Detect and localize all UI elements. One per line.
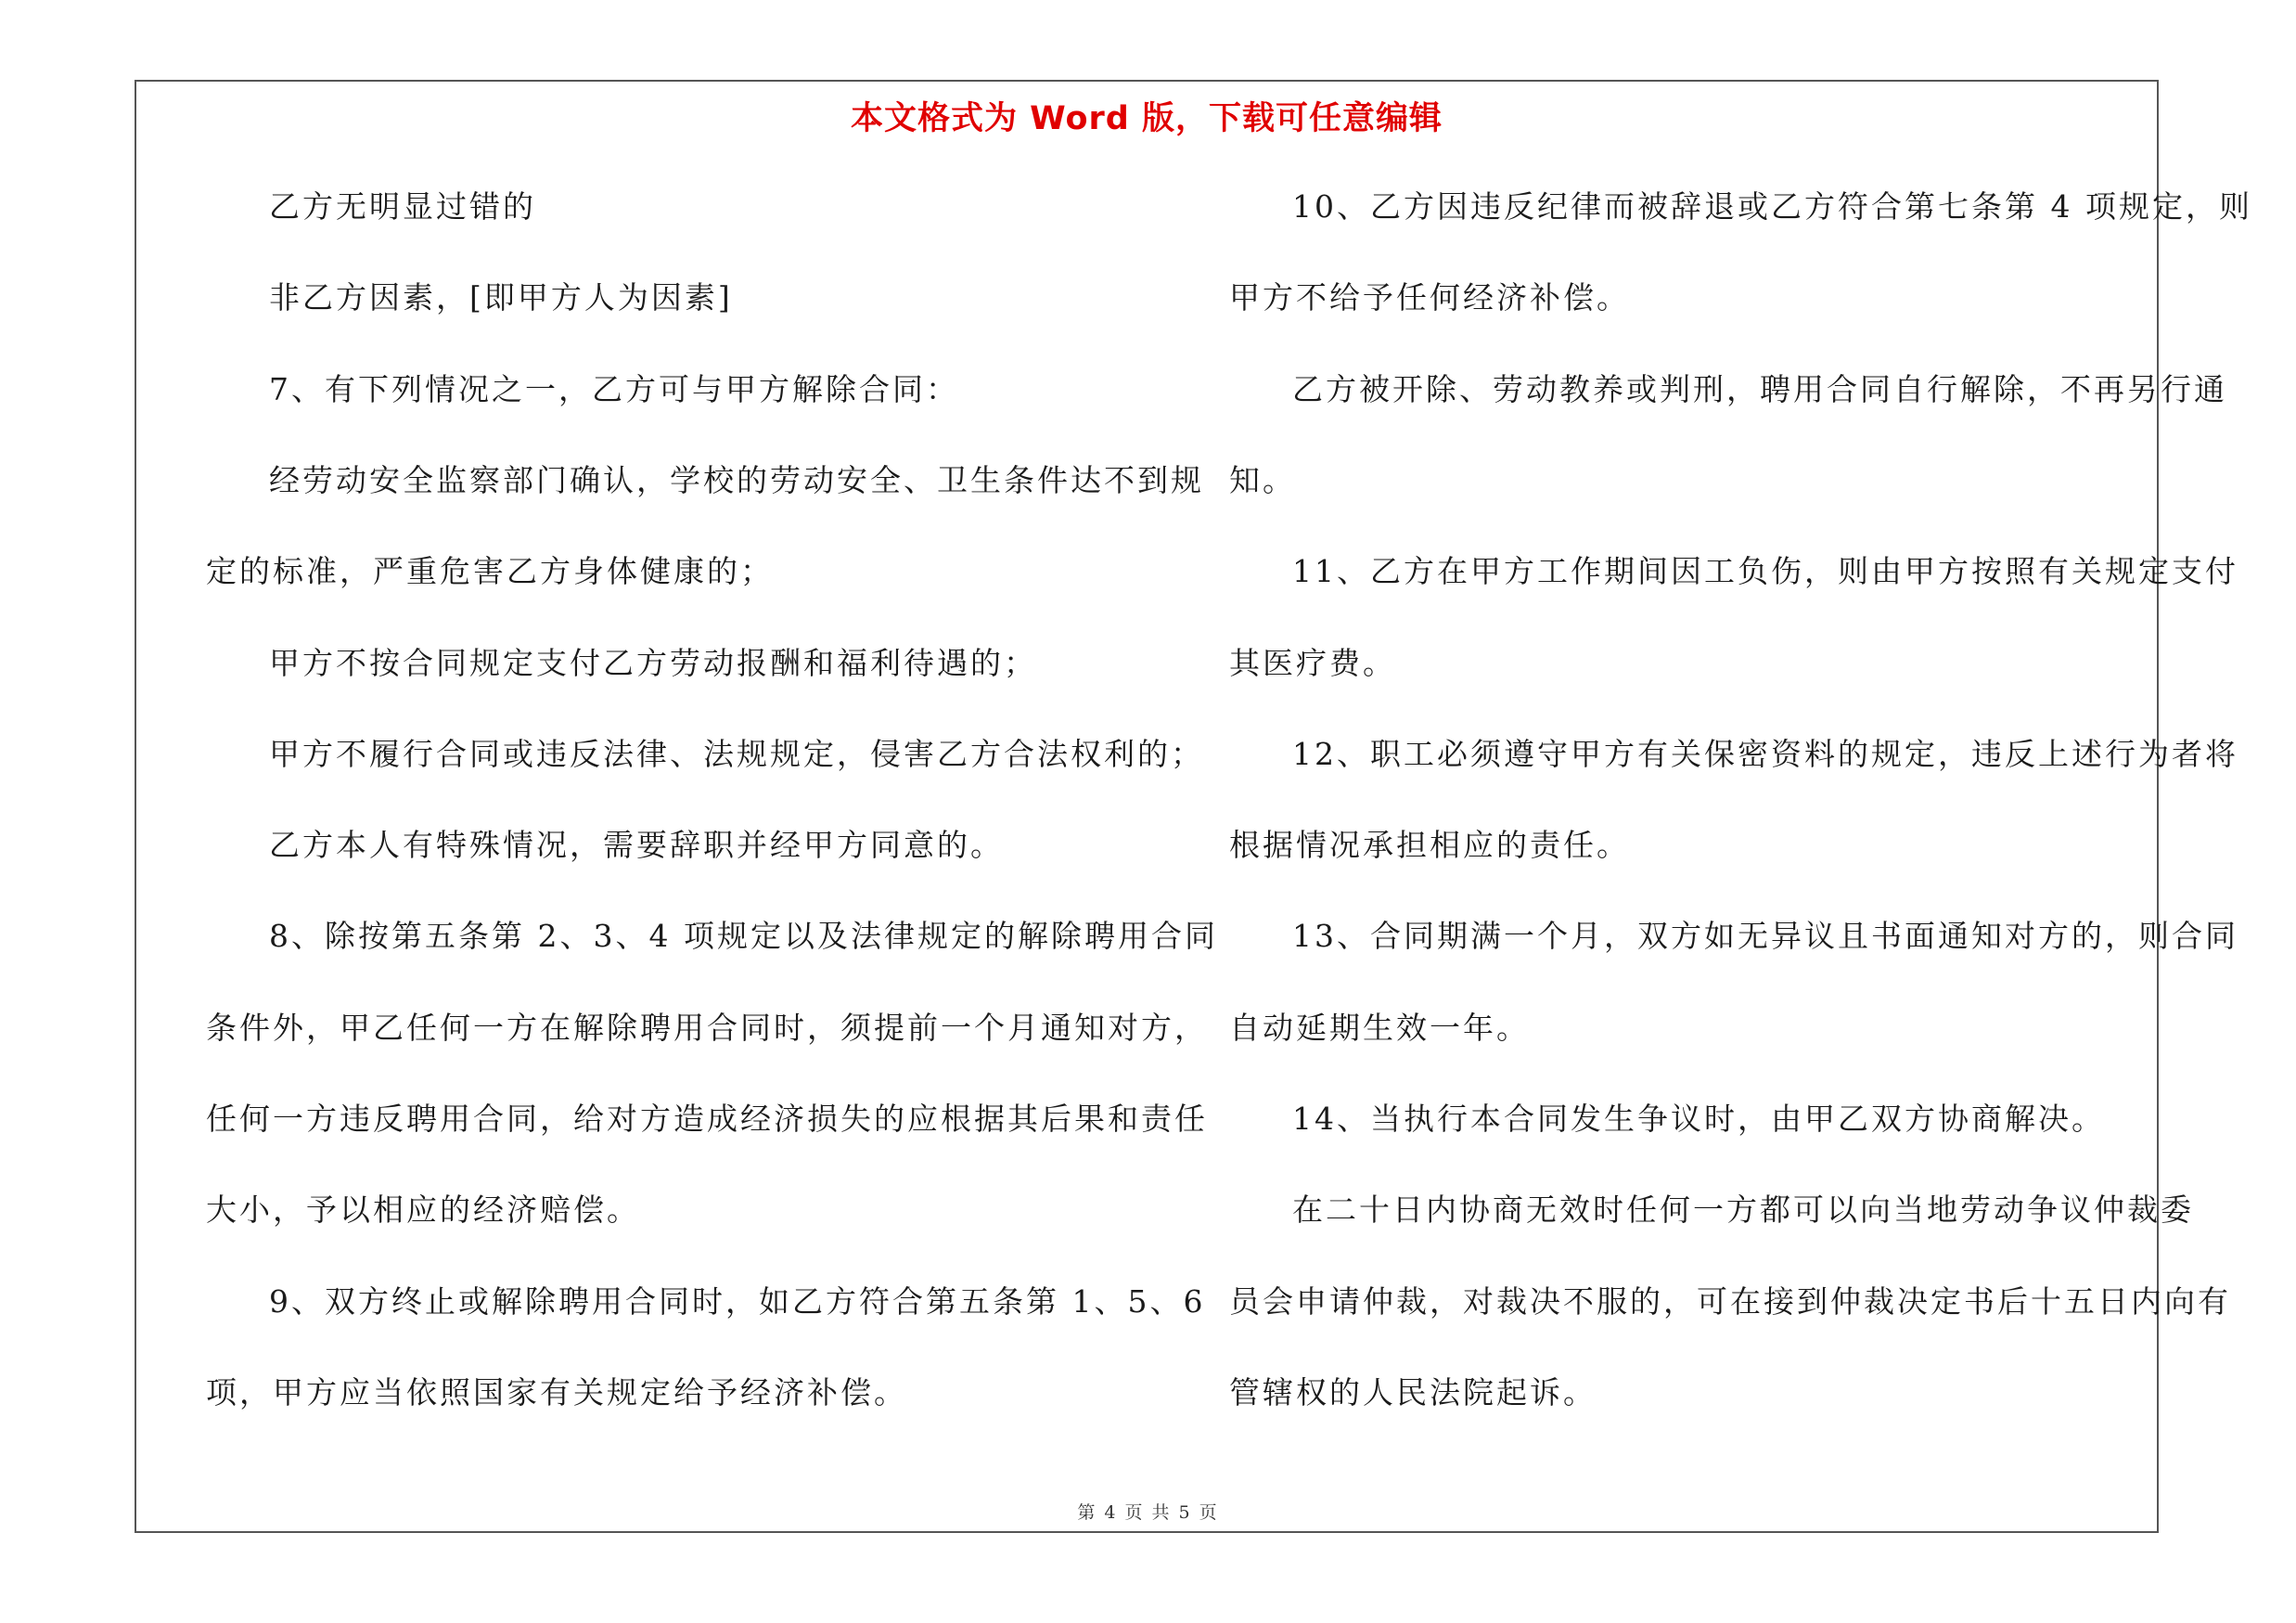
text-line: 管辖权的人民法院起诉。 [1229, 1373, 1597, 1410]
text-line: 10、乙方因违反纪律而被辞退或乙方符合第七条第 4 项规定，则 [1292, 188, 2252, 225]
text-line: 9、双方终止或解除聘用合同时，如乙方符合第五条第 1、5、6 [269, 1282, 1206, 1320]
text-line: 乙方本人有特殊情况，需要辞职并经甲方同意的。 [269, 827, 1004, 864]
text-line: 在二十日内协商无效时任何一方都可以向当地劳动争议仲裁委 [1292, 1191, 2194, 1229]
text-line: 其医疗费。 [1229, 644, 1396, 681]
text-line: 项，甲方应当依照国家有关规定给予经济补偿。 [206, 1373, 907, 1410]
text-line: 大小，予以相应的经济赔偿。 [206, 1191, 640, 1229]
page-footer: 第 4 页 共 5 页 [1077, 1502, 1219, 1523]
text-line: 条件外，甲乙任何一方在解除聘用合同时，须提前一个月通知对方， [206, 1009, 1208, 1046]
text-line: 7、有下列情况之一，乙方可与甲方解除合同： [269, 370, 959, 407]
text-line: 定的标准，严重危害乙方身体健康的； [206, 553, 774, 590]
text-line: 甲方不按合同规定支付乙方劳动报酬和福利待遇的； [269, 644, 1037, 681]
text-line: 非乙方因素，[即甲方人为因素] [269, 279, 733, 316]
text-line: 11、乙方在甲方工作期间因工负伤，则由甲方按照有关规定支付 [1292, 553, 2238, 590]
text-line: 8、除按第五条第 2、3、4 项规定以及法律规定的解除聘用合同 [269, 918, 1218, 955]
text-line: 甲方不履行合同或违反法律、法规规定，侵害乙方合法权利的； [269, 735, 1204, 772]
text-line: 14、当执行本合同发生争议时，由甲乙双方协商解决。 [1292, 1101, 2105, 1137]
text-line: 知。 [1229, 461, 1296, 498]
text-line: 乙方无明显过错的 [269, 188, 536, 225]
text-line: 乙方被开除、劳动教养或判刑，聘用合同自行解除，不再另行通 [1292, 370, 2227, 407]
text-line: 员会申请仲裁，对裁决不服的，可在接到仲裁决定书后十五日内向有 [1229, 1282, 2231, 1320]
text-line: 任何一方违反聘用合同，给对方造成经济损失的应根据其后果和责任 [206, 1101, 1208, 1137]
text-line: 经劳动安全监察部门确认，学校的劳动安全、卫生条件达不到规 [269, 461, 1204, 498]
header-banner: 本文格式为 Word 版，下载可任意编辑 [850, 100, 1443, 137]
text-line: 自动延期生效一年。 [1229, 1009, 1530, 1046]
text-line: 甲方不给予任何经济补偿。 [1229, 279, 1630, 316]
text-line: 根据情况承担相应的责任。 [1229, 827, 1630, 864]
text-line: 13、合同期满一个月，双方如无异议且书面通知对方的，则合同 [1292, 918, 2238, 955]
text-line: 12、职工必须遵守甲方有关保密资料的规定，违反上述行为者将 [1292, 735, 2238, 772]
